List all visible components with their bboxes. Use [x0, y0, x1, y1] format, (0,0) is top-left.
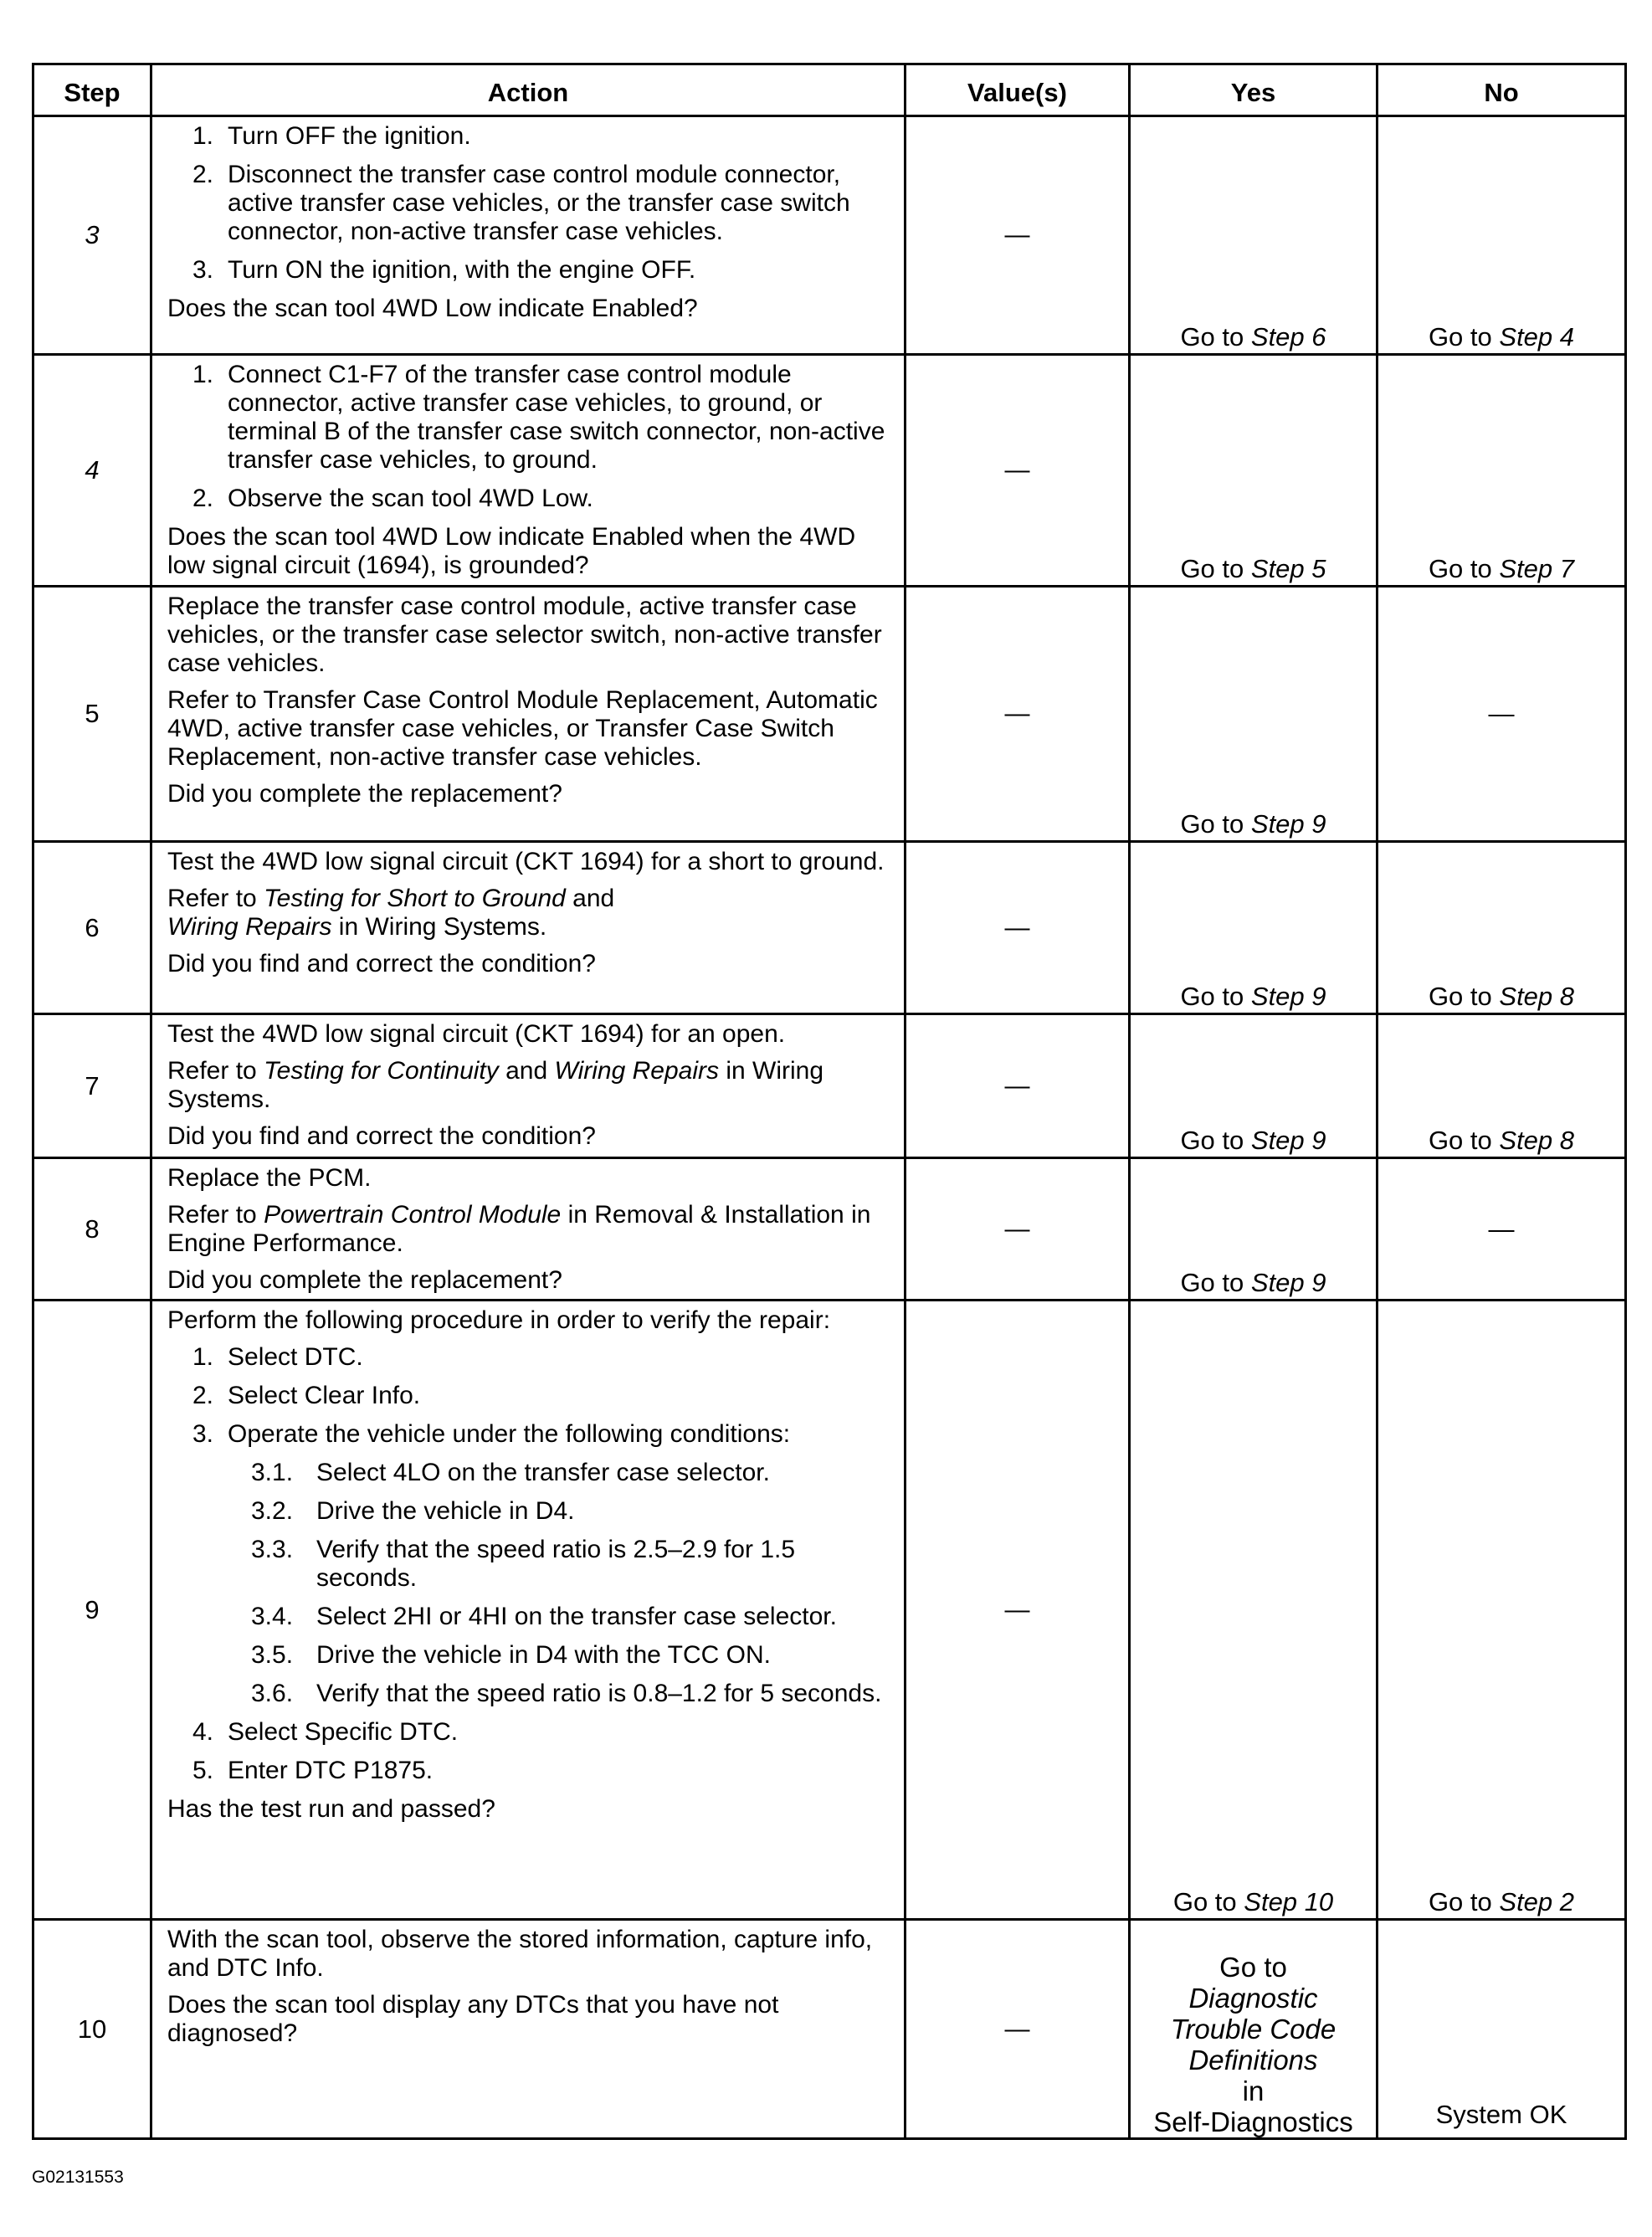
question-text: Did you complete the replacement?	[167, 780, 562, 808]
header-action: Action	[151, 64, 906, 116]
refer-text: Refer to Transfer Case Control Module Replacement, Automatic 4WD, active transfer case vehicles, or Transfer Case Switch Replacement, non-active transfer case vehicles.	[167, 686, 878, 771]
table-row	[33, 1014, 1626, 1158]
yes-goto: Go to Step 6	[1180, 322, 1326, 351]
action-cell	[151, 1920, 906, 2139]
value-dash: —	[1004, 2014, 1030, 2043]
action-text: Perform the following procedure in order to verify the repair:	[167, 1306, 831, 1334]
no-goto: Go to Step 7	[1428, 554, 1575, 583]
list-item: 1. Select DTC.	[192, 1343, 363, 1371]
action-text: Replace the PCM.	[167, 1164, 372, 1192]
action-cell	[151, 355, 906, 587]
yes-goto: Go to Step 9	[1180, 1126, 1326, 1155]
header-step: Step	[33, 64, 151, 116]
list-item: 4. Select Specific DTC.	[192, 1718, 459, 1746]
list-item: 2. Disconnect the transfer case control module connector, active transfer case vehicles, or the transfer case switch connector, non-active transfer case vehicles.	[192, 161, 850, 245]
sub-list-item: 3.5. Drive the vehicle in D4 with the TCC ON.	[251, 1641, 771, 1669]
no-dash: —	[1488, 1213, 1515, 1244]
no-goto: Go to Step 8	[1428, 982, 1575, 1011]
question-text: Did you find and correct the condition?	[167, 950, 596, 977]
question-text: Did you complete the replacement?	[167, 1266, 562, 1294]
header-values: Value(s)	[906, 64, 1130, 116]
step-number: 10	[77, 2014, 107, 2044]
sub-list-item: 3.6. Verify that the speed ratio is 0.8–1.2 for 5 seconds.	[251, 1680, 882, 1707]
table-row	[33, 587, 1626, 842]
table-row	[33, 1920, 1626, 2139]
refer-text: Refer to Powertrain Control Module in Removal & Installation in Engine Performance.	[167, 1201, 871, 1257]
step-number: 9	[85, 1594, 100, 1624]
action-cell	[151, 842, 906, 1014]
table-row	[33, 842, 1626, 1014]
sub-list-item: 3.3. Verify that the speed ratio is 2.5–2.9 for 1.5 seconds.	[251, 1536, 796, 1592]
action-text: Test the 4WD low signal circuit (CKT 1694) for a short to ground.	[167, 848, 885, 875]
step-number: 5	[85, 699, 100, 728]
table-row	[33, 355, 1626, 587]
step-number: 8	[85, 1213, 100, 1244]
value-dash: —	[1004, 1595, 1030, 1624]
action-cell	[151, 116, 906, 355]
yes-goto: Go to Diagnostic Trouble Code Definitions in Self-Diagnostics	[1130, 1920, 1378, 2139]
question-text: Does the scan tool 4WD Low indicate Enabled when the 4WD low signal circuit (1694), is grounded?	[167, 523, 856, 579]
list-item: 1. Connect C1-F7 of the transfer case control module connector, active transfer case vehicles, to ground, or terminal B of the transfer case switch connector, non-active transfer case vehicles, to ground.	[192, 361, 885, 474]
no-goto: Go to Step 2	[1428, 1887, 1575, 1916]
action-text: Replace the transfer case control module, active transfer case vehicles, or the transfer case selector switch, non-active transfer case vehicles.	[167, 593, 882, 677]
list-item: 3. Operate the vehicle under the following conditions:	[192, 1420, 791, 1448]
yes-goto: Go to Step 9	[1180, 982, 1326, 1011]
sub-list-item: 3.1. Select 4LO on the transfer case selector.	[251, 1459, 770, 1486]
yes-goto: Go to Step 9	[1180, 1268, 1326, 1297]
step-number: 4	[85, 455, 100, 485]
no-goto: Go to Step 4	[1428, 322, 1575, 351]
no-goto: Go to Step 8	[1428, 1126, 1575, 1155]
yes-goto: Go to Step 5	[1180, 554, 1326, 583]
header-no: No	[1378, 64, 1626, 116]
table-row	[33, 1158, 1626, 1301]
list-item: 3. Turn ON the ignition, with the engine OFF.	[192, 256, 696, 284]
list-item: 1. Turn OFF the ignition.	[192, 122, 471, 150]
table-row	[33, 116, 1626, 355]
refer-text: Refer to Testing for Short to Ground and Wiring Repairs in Wiring Systems.	[167, 885, 615, 941]
step-number: 6	[85, 912, 100, 942]
list-item: 2. Observe the scan tool 4WD Low.	[192, 485, 593, 512]
no-dash: —	[1488, 699, 1515, 728]
yes-goto: Go to Step 10	[1172, 1887, 1334, 1916]
action-cell	[151, 1301, 906, 1920]
action-text: With the scan tool, observe the stored information, capture info, and DTC Info.	[167, 1926, 873, 1982]
question-text: Has the test run and passed?	[167, 1795, 495, 1823]
question-text: Did you find and correct the condition?	[167, 1122, 596, 1150]
value-dash: —	[1004, 1214, 1030, 1243]
question-text: Does the scan tool 4WD Low indicate Enabled?	[167, 295, 698, 322]
header-yes: Yes	[1130, 64, 1378, 116]
action-cell	[151, 1158, 906, 1301]
yes-goto: Go to Step 9	[1180, 809, 1326, 839]
step-number: 3	[85, 220, 100, 249]
no-result: System OK	[1435, 2100, 1567, 2129]
diagnostic-table	[32, 63, 1627, 2140]
value-dash: —	[1004, 221, 1030, 249]
table-row	[33, 1301, 1626, 1920]
value-dash: —	[1004, 1071, 1030, 1100]
list-item: 5. Enter DTC P1875.	[192, 1757, 434, 1784]
header-row	[33, 64, 1626, 116]
action-cell	[151, 1014, 906, 1158]
list-item: 2. Select Clear Info.	[192, 1382, 421, 1409]
value-dash: —	[1004, 456, 1030, 484]
sub-list-item: 3.2. Drive the vehicle in D4.	[251, 1497, 575, 1525]
value-dash: —	[1004, 700, 1030, 727]
action-cell	[151, 587, 906, 842]
question-text: Does the scan tool display any DTCs that you have not diagnosed?	[167, 1991, 779, 2047]
step-number: 7	[85, 1070, 100, 1101]
action-text: Test the 4WD low signal circuit (CKT 1694) for an open.	[167, 1020, 786, 1048]
value-dash: —	[1004, 913, 1030, 941]
sub-list-item: 3.4. Select 2HI or 4HI on the transfer case selector.	[251, 1603, 837, 1630]
refer-text: Refer to Testing for Continuity and Wiring Repairs in Wiring Systems.	[167, 1057, 824, 1113]
figure-id: G02131553	[32, 2168, 124, 2187]
